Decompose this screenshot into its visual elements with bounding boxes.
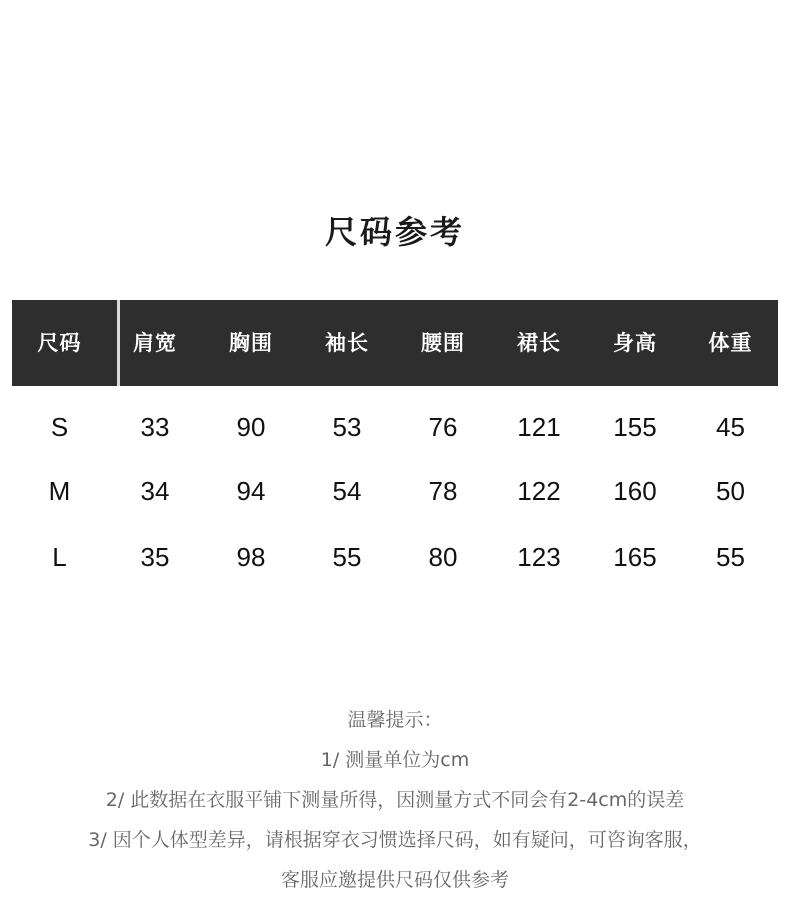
tip-measurement-error: 2/ 此数据在衣服平铺下测量所得，因测量方式不同会有2-4cm的误差 xyxy=(105,789,685,811)
cell-weight: 55 xyxy=(716,542,745,572)
cell-waist: 80 xyxy=(428,542,458,572)
cell-waist: 78 xyxy=(428,476,458,506)
header-weight: 体重 xyxy=(708,331,753,355)
cell-weight: 45 xyxy=(716,412,745,442)
tips-heading: 温馨提示： xyxy=(347,709,443,731)
header-height: 身高 xyxy=(613,331,657,355)
cell-size: L xyxy=(52,542,67,572)
header-shoulder: 肩宽 xyxy=(133,331,177,355)
header-sleeve: 袖长 xyxy=(325,331,369,355)
table-row xyxy=(12,532,778,582)
header-skirt-length: 裙长 xyxy=(517,331,561,355)
tip-unit: 1/ 测量单位为cm xyxy=(320,749,470,771)
cell-shoulder: 34 xyxy=(140,476,170,506)
cell-height: 155 xyxy=(613,412,657,442)
cell-height: 165 xyxy=(613,542,657,572)
cell-waist: 76 xyxy=(428,412,458,442)
tip-body-type: 3/ 因个人体型差异，请根据穿衣习惯选择尺码，如有疑问，可咨询客服， xyxy=(88,829,702,851)
tips-section xyxy=(0,700,790,900)
cell-bust: 98 xyxy=(236,542,266,572)
cell-shoulder: 33 xyxy=(140,412,170,442)
cell-bust: 90 xyxy=(236,412,266,442)
cell-skirt-length: 121 xyxy=(517,412,561,442)
table-header xyxy=(12,300,778,386)
cell-sleeve: 54 xyxy=(332,476,362,506)
header-bust: 胸围 xyxy=(229,331,273,355)
cell-skirt-length: 122 xyxy=(517,476,561,506)
table-row xyxy=(12,466,778,516)
cell-sleeve: 55 xyxy=(332,542,362,572)
table-row xyxy=(12,402,778,452)
cell-size: S xyxy=(50,412,69,442)
cell-height: 160 xyxy=(613,476,657,506)
cell-sleeve: 53 xyxy=(332,412,362,442)
cell-shoulder: 35 xyxy=(140,542,170,572)
header-waist: 腰围 xyxy=(421,331,465,355)
header-size: 尺码 xyxy=(37,331,82,355)
page-title: 尺码参考 xyxy=(324,213,465,251)
cell-weight: 50 xyxy=(716,476,745,506)
tip-reference-only: 客服应邀提供尺码仅供参考 xyxy=(280,869,509,891)
cell-bust: 94 xyxy=(236,476,266,506)
cell-skirt-length: 123 xyxy=(517,542,561,572)
cell-size: M xyxy=(48,476,71,506)
